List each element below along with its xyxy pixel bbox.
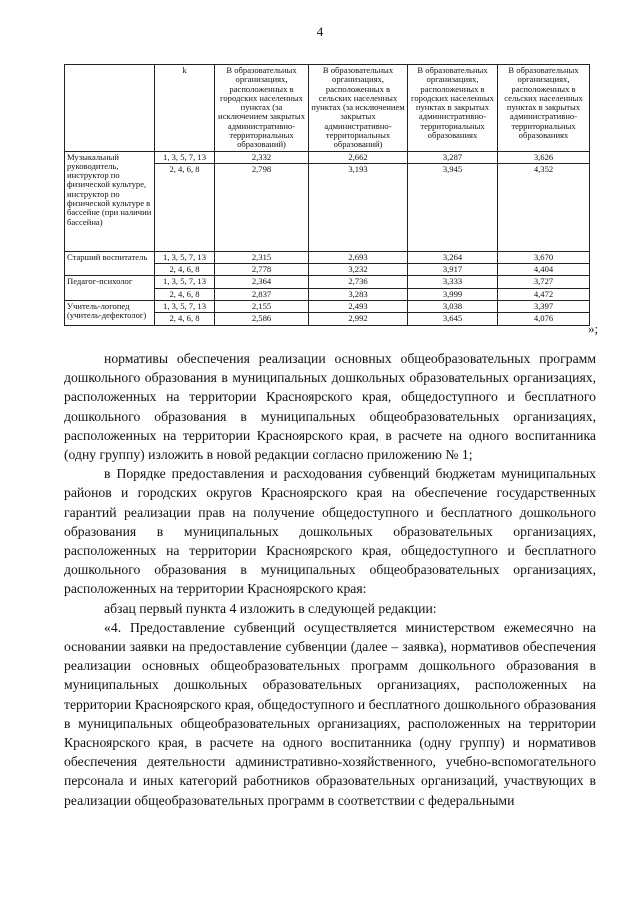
position-cell: Педагог-психолог: [65, 276, 155, 301]
value-cell: 3,232: [309, 264, 408, 276]
value-cell: 3,999: [408, 288, 498, 300]
value-cell: 3,333: [408, 276, 498, 288]
value-cell: 3,670: [498, 251, 590, 263]
k-cell: 2, 4, 6, 8: [155, 288, 215, 300]
value-cell: 2,693: [309, 251, 408, 263]
value-cell: 2,837: [215, 288, 309, 300]
value-cell: 3,193: [309, 163, 408, 251]
table-header-row: [65, 65, 590, 152]
position-cell: Музыкальный руководитель, инструктор по физической культуре, инструктор по физической культуре в бассейне (при наличии бассейна): [65, 151, 155, 251]
table-row: [65, 251, 590, 263]
position-cell: Учитель-логопед (учитель-дефектолог): [65, 300, 155, 325]
table-row: [65, 151, 590, 163]
table-row: [65, 276, 590, 288]
value-cell: 3,945: [408, 163, 498, 251]
value-cell: 3,727: [498, 276, 590, 288]
value-cell: 2,315: [215, 251, 309, 263]
k-cell: 2, 4, 6, 8: [155, 264, 215, 276]
k-cell: 1, 3, 5, 7, 13: [155, 251, 215, 263]
value-cell: 2,364: [215, 276, 309, 288]
table-row: [65, 300, 590, 312]
paragraph: в Порядке предоставления и расходования субвенций бюджетам муниципальных районов и городских округов Красноярского края на обеспечение государственных гарантий реализации прав на получение общедоступного и бесплатного дошкольного образования в муниципальных дошкольных образовательных организациях, расположенных на территории Красноярского края, общедоступного и бесплатного дошкольного образования в муниципальных общеобразовательных организациях, расположенных на территории Красноярского края:: [64, 466, 596, 597]
value-cell: 4,404: [498, 264, 590, 276]
header-rural: В образовательных организациях, расположенных в сельских населенных пунктах (за исключением закрытых административно-территориальных образований): [309, 65, 408, 152]
header-rural-zato: В образовательных организациях, расположенных в сельских населенных пунктах в закрытых административно-территориальных образованиях: [498, 65, 590, 152]
value-cell: 2,155: [215, 300, 309, 312]
value-cell: 3,917: [408, 264, 498, 276]
page-number: 4: [316, 24, 324, 39]
value-cell: 2,798: [215, 163, 309, 251]
k-cell: 1, 3, 5, 7, 13: [155, 276, 215, 288]
k-cell: 1, 3, 5, 7, 13: [155, 151, 215, 163]
value-cell: 2,992: [309, 313, 408, 325]
value-cell: 3,283: [309, 288, 408, 300]
closing-quote-mark: »;: [588, 321, 599, 336]
k-cell: 2, 4, 6, 8: [155, 313, 215, 325]
paragraph: абзац первый пункта 4 изложить в следующей редакции:: [104, 600, 437, 616]
position-cell: Старший воспитатель: [65, 251, 155, 276]
norms-table: [64, 64, 590, 326]
value-cell: 2,493: [309, 300, 408, 312]
header-k: k: [155, 65, 215, 152]
value-cell: 2,662: [309, 151, 408, 163]
value-cell: 4,076: [498, 313, 590, 325]
value-cell: 2,778: [215, 264, 309, 276]
value-cell: 3,038: [408, 300, 498, 312]
paragraph: «4. Предоставление субвенций осуществляется министерством ежемесячно на основании заявки на предоставление субвенции (далее – заявка), нормативов обеспечения реализации основных общеобразовательных программ дошкольного образования в муниципальных дошкольных образовательных организациях, расположенных на территории Красноярского края, общедоступного и бесплатного дошкольного образования в муниципальных общеобразовательных организациях, расположенных на территории Красноярского края, в расчете на одного воспитанника (одну группу) и нормативов обеспечения деятельности административно-хозяйственного, учебно-вспомогательного персонала и иных категорий работников образовательных организаций, участвующих в реализации общеобразовательных программ в соответствии с федеральными: [64, 619, 596, 808]
header-urban: В образовательных организациях, расположенных в городских населенных пунктах (за исключением закрытых административно-территориальных образований): [215, 65, 309, 152]
value-cell: 3,397: [498, 300, 590, 312]
k-cell: 1, 3, 5, 7, 13: [155, 300, 215, 312]
value-cell: 3,626: [498, 151, 590, 163]
value-cell: 3,645: [408, 313, 498, 325]
paragraph: нормативы обеспечения реализации основных общеобразовательных программ дошкольного образования в муниципальных дошкольных образовательных организациях, расположенных на территории Красноярского края, общедоступного и бесплатного дошкольного образования в муниципальных общеобразовательных организациях, расположенных на территории Красноярского края, в расчете на одного воспитанника (одну группу) изложить в новой редакции согласно приложению № 1;: [64, 351, 596, 463]
value-cell: 3,287: [408, 151, 498, 163]
header-urban-zato: В образовательных организациях, расположенных в городских населенных пунктах в закрытых административно-территориальных образованиях: [408, 65, 498, 152]
header-position: [65, 65, 155, 152]
value-cell: 2,332: [215, 151, 309, 163]
value-cell: 4,472: [498, 288, 590, 300]
value-cell: 3,264: [408, 251, 498, 263]
value-cell: 4,352: [498, 163, 590, 251]
value-cell: 2,586: [215, 313, 309, 325]
k-cell: 2, 4, 6, 8: [155, 163, 215, 251]
document-body: [64, 349, 596, 810]
value-cell: 2,736: [309, 276, 408, 288]
